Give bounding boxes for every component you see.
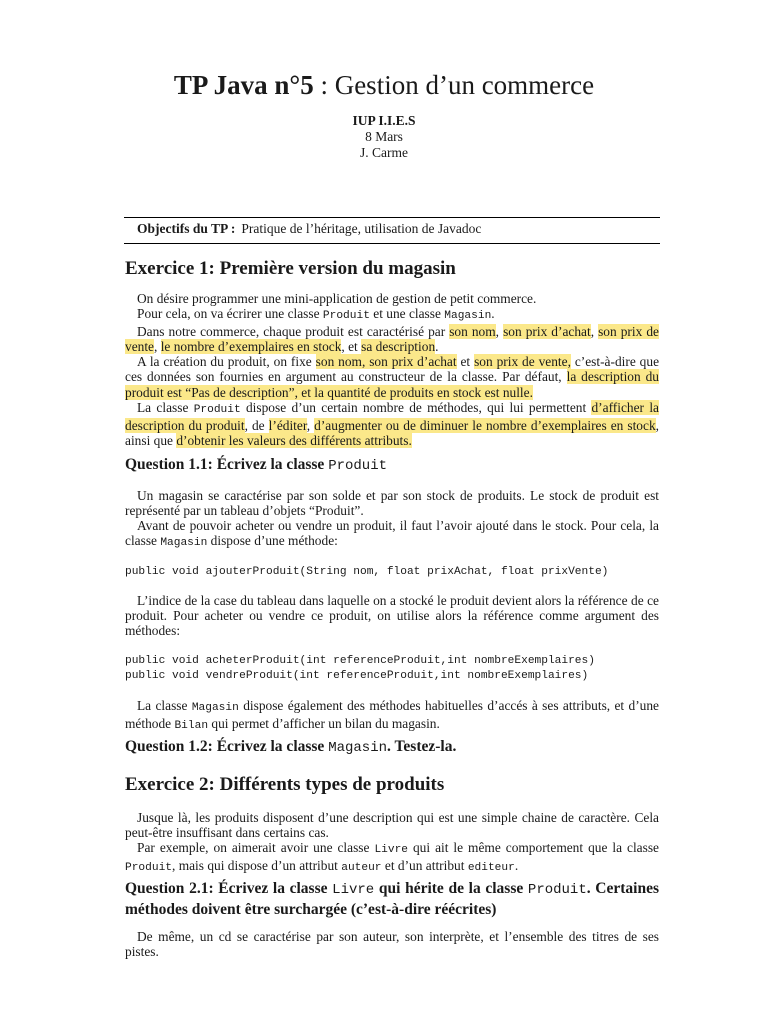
index-description: L’indice de la case du tableau dans laquelle on a stocké le produit devient alors la référence de ce produit. Pour acheter ou vendre ce produit, on utilise alors la référence comme argument des méthodes:: [125, 593, 659, 639]
exercise-2-heading: Exercice 2: Différents types de produits: [125, 774, 445, 795]
exercise-1-intro: On désire programmer une mini-application de gestion de petit commerce. Pour cela, on va écrirer une classe Produit et une classe Magasin. Dans notre commerce, chaque produit est caractérisé par son nom, son prix d’achat, son prix de vente, le nombre d’exemplaires en stock, et sa description. A la création du produit, on fixe son nom, son prix d’achat et son prix de vente, c’est-à-dire que ces données son fournies en argument au constructeur de la classe. Par défaut, la description du produit est “Pas de description”, et la quantité de produits en stock est nulle. La classe Produit dispose d’un certain nombre de méthodes, qui lui permettent d’afficher la description du produit, de l’éditer, d’augmenter ou de diminuer le nombre d’exemplaires en stock, ainsi que d’obtenir les valeurs des différents attributs.: [125, 291, 660, 448]
organization: IUP I.I.E.S: [352, 113, 416, 128]
top-rule: [124, 217, 660, 218]
code-acheter-produit: public void acheterProduit(int referenceProduit,int nombreExemplaires): [125, 655, 595, 667]
question-2-1: Question 2.1: Écrivez la classe Livre qui hérite de la classe Produit. Certaines méthodes doivent être surchargée (c’est-à-dire réécrites): [125, 880, 659, 918]
objectives: Objectifs du TP : Pratique de l’héritage, utilisation de Javadoc: [137, 221, 482, 236]
code-ajouter-produit: public void ajouterProduit(String nom, float prixAchat, float prixVente): [125, 566, 609, 578]
cd-description: De même, un cd se caractérise par son auteur, son interprète, et l’ensemble des titres de ses pistes.: [125, 929, 659, 960]
exercise-1-heading: Exercice 1: Première version du magasin: [125, 258, 456, 279]
author: J. Carme: [360, 145, 408, 160]
shop-description: Un magasin se caractérise par son solde et par son stock de produits. Le stock de produit est représenté par un tableau d’objets “Produit”. Avant de pouvoir acheter ou vendre un produit, il faut l’avoir ajouté dans le stock. Pour cela, la classe Magasin dispose d’une méthode:: [125, 488, 659, 550]
question-1-2: Question 1.2: Écrivez la classe Magasin. Testez-la.: [125, 738, 457, 756]
date: 8 Mars: [365, 129, 403, 144]
question-1-1: Question 1.1: Écrivez la classe Produit: [125, 456, 388, 474]
bottom-rule: [124, 243, 660, 244]
code-vendre-produit: public void vendreProduit(int referenceProduit,int nombreExemplaires): [125, 670, 589, 682]
exercise-2-description: Jusque là, les produits disposent d’une description qui est une simple chaine de caractère. Cela peut-être insuffisant dans certains cas. Par exemple, on aimerait avoir une classe Livre qui ait le même comportement que la classe Produit, mais qui dispose d’un attribut auteur et d’un attribut editeur.: [125, 810, 659, 875]
document-title: TP Java n°5 : Gestion d’un commerce: [173, 70, 595, 100]
bilan-description: La classe Magasin dispose également des méthodes habituelles d’accés à ses attributs, et d’une méthode Bilan qui permet d’afficher un bilan du magasin.: [125, 698, 660, 733]
